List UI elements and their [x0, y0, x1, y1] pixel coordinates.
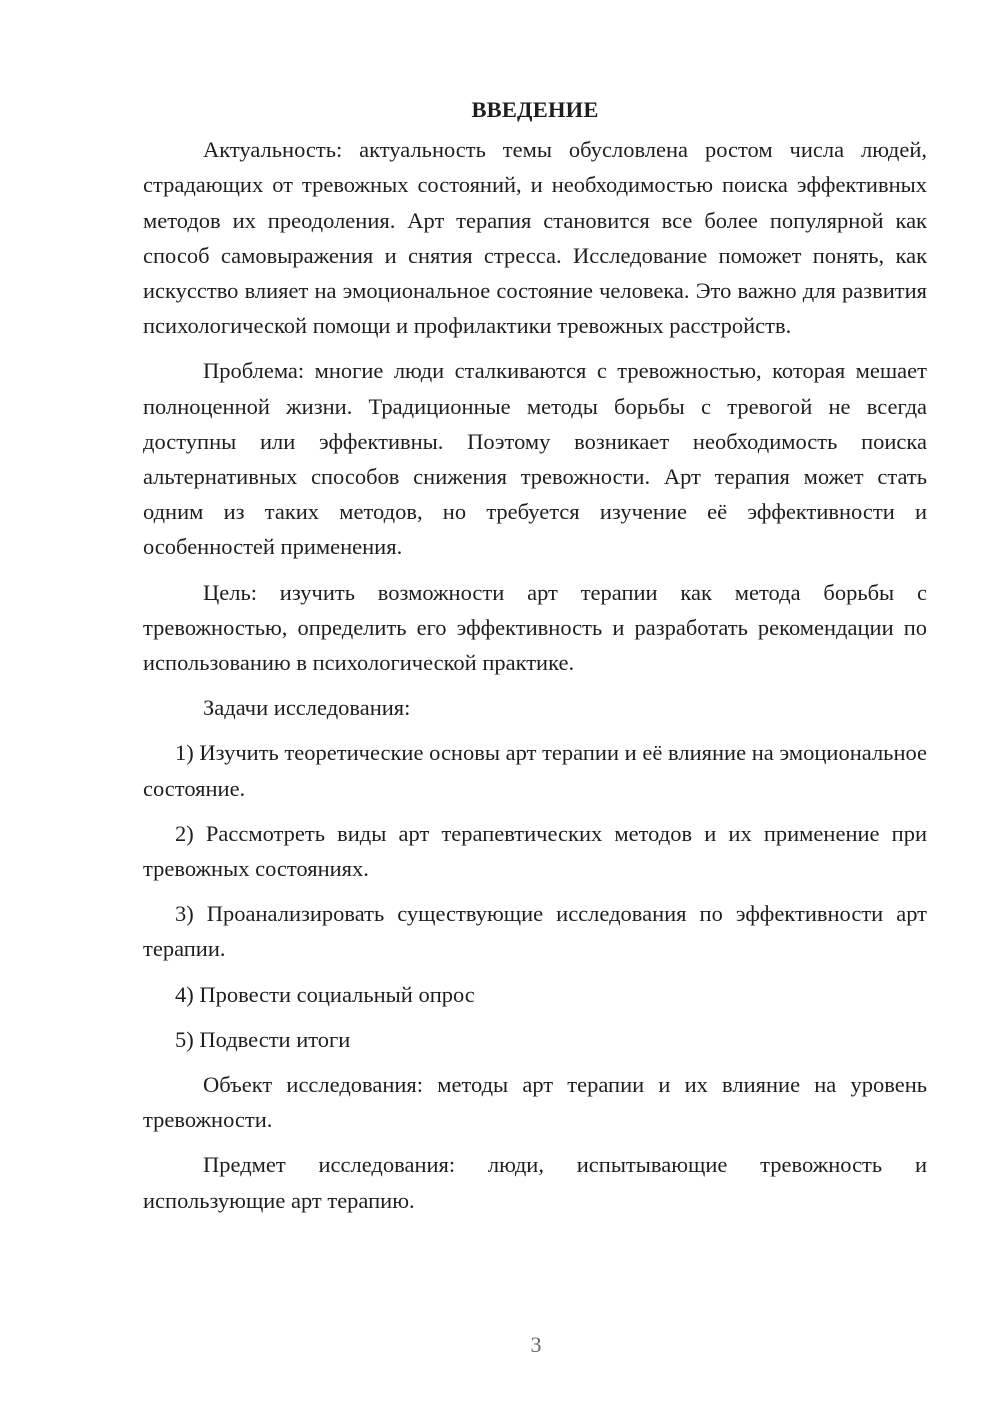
task-item-1: 1) Изучить теоретические основы арт терапии и её влияние на эмоциональное состояние. — [143, 740, 927, 801]
paragraph-subject: Предмет исследования: люди, испытывающие тревожность и использующие арт терапию. — [143, 1152, 927, 1213]
paragraph-goal: Цель: изучить возможности арт терапии как метода борьбы с тревожностью, определить его эффективность и разработать рекомендации по использованию в психологической практике. — [143, 579, 927, 676]
page-number: 3 — [530, 1332, 542, 1357]
task-item-4: 4) Провести социальный опрос — [175, 981, 475, 1007]
task-item-3: 3) Проанализировать существующие исследования по эффективности арт терапии. — [143, 901, 927, 962]
tasks-heading: Задачи исследования: — [203, 695, 411, 721]
page-body — [143, 92, 927, 1218]
paragraph-object: Объект исследования: методы арт терапии и их влияние на уровень тревожности. — [143, 1072, 927, 1133]
paragraph-problem: Проблема: многие люди сталкиваются с тревожностью, которая мешает полноценной жизни. Традиционные методы борьбы с тревогой не всегда доступны или эффективны. Поэтому возникает необходимость поиска альтернативных способов снижения тревожности. Арт терапия может стать одним из таких методов, но требуется изучение её эффективности и особенностей применения. — [143, 358, 927, 560]
task-item-2: 2) Рассмотреть виды арт терапевтических методов и их применение при тревожных состояниях. — [143, 820, 927, 882]
task-item-5: 5) Подвести итоги — [175, 1026, 351, 1052]
section-title: ВВЕДЕНИЕ — [471, 97, 599, 122]
paragraph-relevance: Актуальность: актуальность темы обусловлена ростом числа людей, страдающих от тревожных состояний, и необходимостью поиска эффективных методов их преодоления. Арт терапия становится все более популярной как способ самовыражения и снятия стресса. Исследование поможет понять, как искусство влияет на эмоциональное состояние человека. Это важно для развития психологической помощи и профилактики тревожных расстройств. — [143, 137, 927, 339]
